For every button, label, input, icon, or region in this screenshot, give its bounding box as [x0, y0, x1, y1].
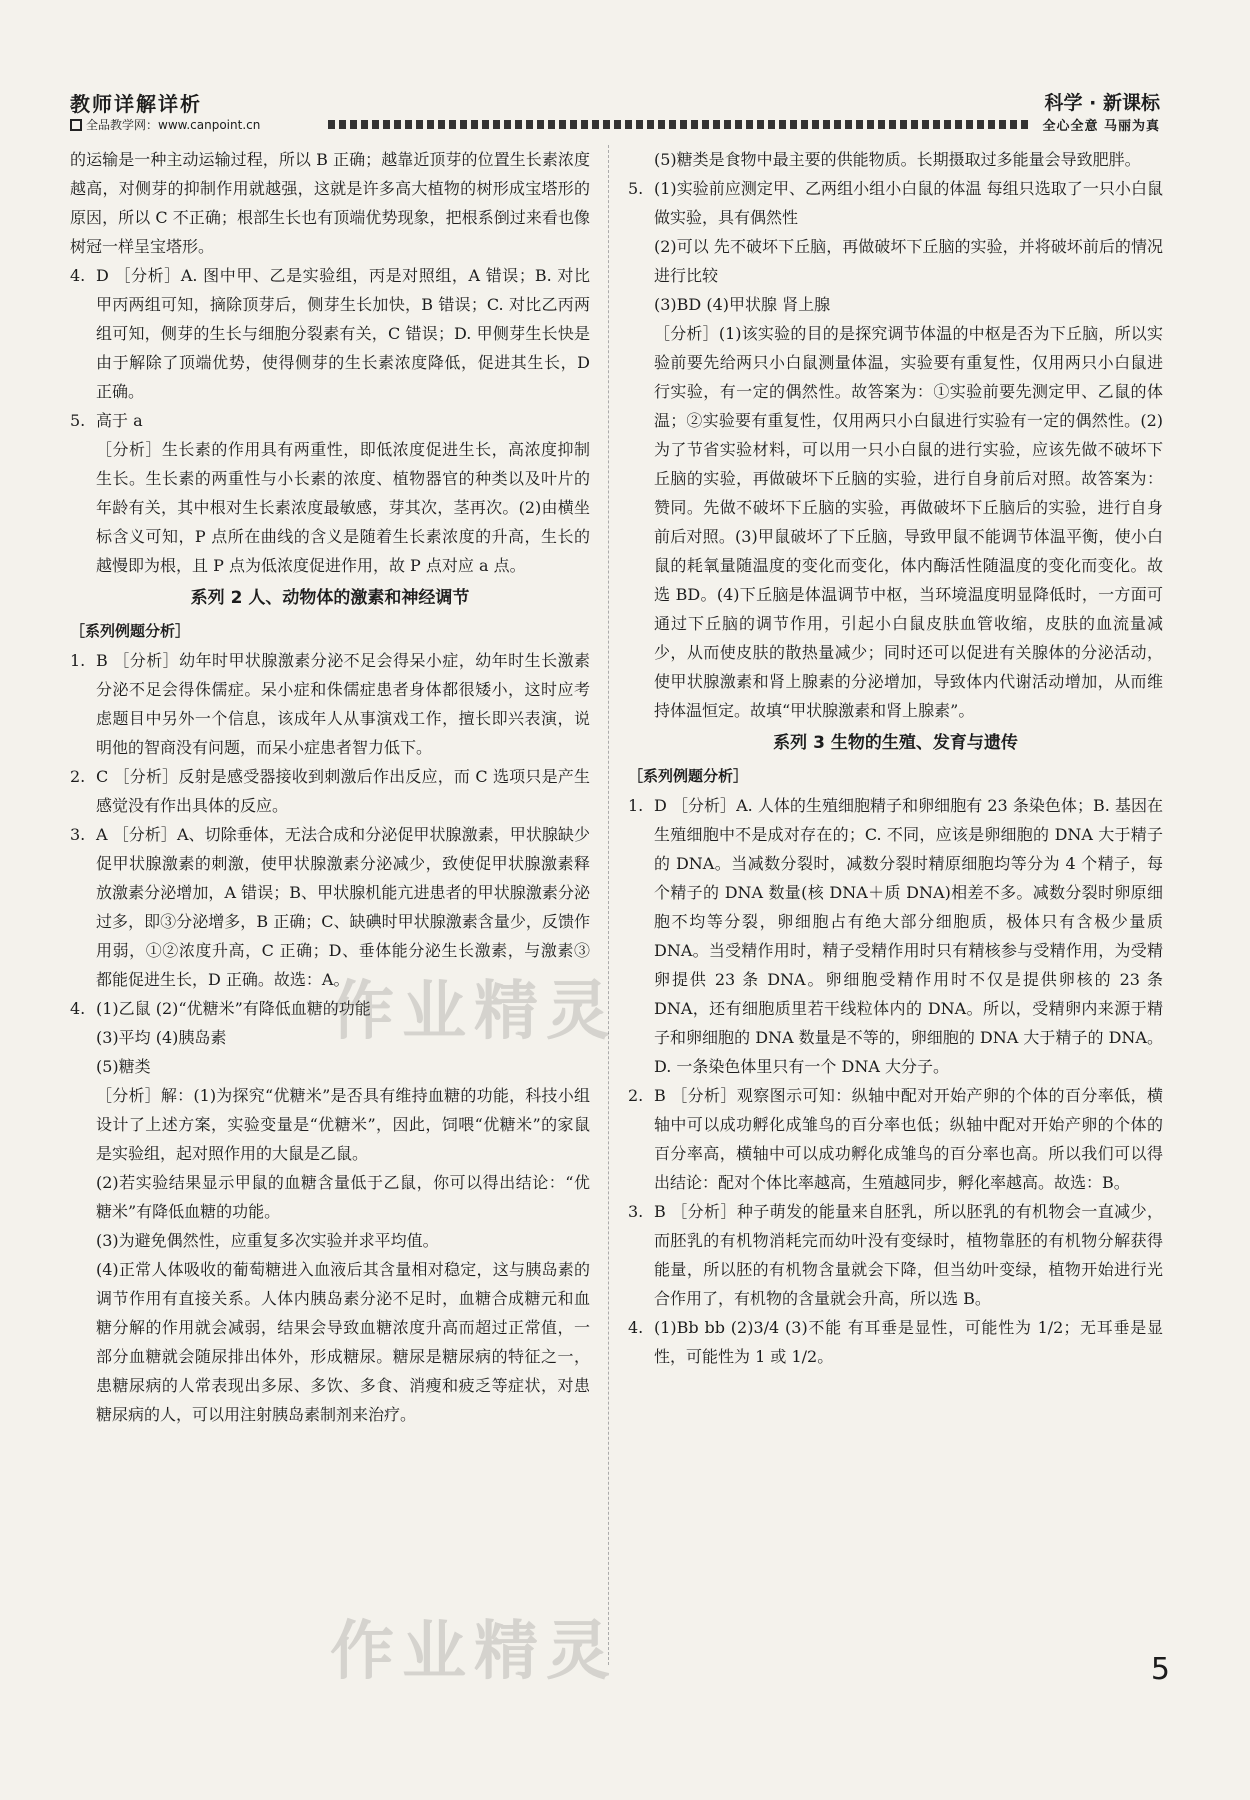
watermark-text: 作业精灵	[330, 1615, 618, 1689]
answer-paragraph: (3)BD (4)甲状腺 肾上腺	[654, 295, 831, 314]
header-slogan: 全心全意 马丽为真	[1042, 119, 1160, 134]
section-tag: ［系列例题分析］	[70, 622, 191, 640]
section-tag: ［系列例题分析］	[628, 767, 749, 785]
item-number: 5.	[628, 179, 644, 198]
item-text: B ［分析］观察图示可知：纵轴中配对开始产卵的个体的百分率低，横轴中可以成功孵化成雏鸟的百分率也低；纵轴中配对开始产卵的个体的百分率高，横轴中可以成功孵化成雏鸟的百分率也高。所以我们可以得出结论：配对个体比率越高，生殖越同步，孵化率越高。故选：B。	[654, 1086, 1163, 1192]
item-text: (1)乙鼠 (2)“优糖米”有降低血糖的功能	[96, 999, 371, 1018]
item-number: 2.	[70, 767, 86, 786]
answer-item	[70, 762, 590, 820]
page-header	[70, 88, 1160, 138]
item-number: 2.	[628, 1086, 644, 1105]
answer-item	[70, 994, 590, 1023]
answer-item	[70, 820, 590, 994]
answer-item	[70, 646, 590, 762]
answer-item	[628, 1197, 1163, 1313]
answer-paragraph: ［分析］生长素的作用具有两重性，即低浓度促进生长，高浓度抑制生长。生长素的两重性与小长素的浓度、植物器官的种类以及叶片的年龄有关，其中根对生长素浓度最敏感，芽其次，茎再次。(2)由横坐标含义可知，P 点所在曲线的含义是随着生长素浓度的升高，生长的越慢即为根，且 P 点为低浓度促进作用，故 P 点对应 a 点。	[96, 440, 590, 575]
canpoint-logo-icon	[70, 119, 82, 131]
header-divider	[328, 120, 1028, 129]
answer-item	[628, 1081, 1163, 1197]
header-subject: 科学 · 新课标	[1044, 92, 1160, 114]
answer-paragraph: ［分析］解：(1)为探究“优糖米”是否具有维持血糖的功能，科技小组设计了上述方案，实验变量是“优糖米”，因此，饲喂“优糖米”的家鼠是实验组，起对照作用的大鼠是乙鼠。	[96, 1086, 590, 1163]
answer-item	[628, 174, 1163, 232]
answer-item	[628, 1313, 1163, 1371]
answer-paragraph: ［分析］(1)该实验的目的是探究调节体温的中枢是否为下丘脑，所以实验前要先给两只小白鼠测量体温，实验要有重复性，仅用两只小白鼠进行实验，有一定的偶然性。故答案为：①实验前要先测定甲、乙鼠的体温；②实验要有重复性，仅用两只小白鼠进行实验有一定的偶然性。(2)为了节省实验材料，可以用一只小白鼠的进行实验，应该先做不破坏下丘脑的实验，再做破坏下丘脑的实验，进行自身前后对照。故答案为：赞同。先做不破坏下丘脑的实验，再做破坏下丘脑后的实验，进行自身前后对照。(3)甲鼠破坏了下丘脑，导致甲鼠不能调节体温平衡，使小白鼠的耗氧量随温度的变化而变化，体内酶活性随温度的变化而变化。故选 BD。(4)下丘脑是体温调节中枢，当环境温度明显降低时，一方面可通过下丘脑的调节作用，引起小白鼠皮肤血管收缩，皮肤的血流量减少，从而使皮肤的散热量减少；同时还可以促进有关腺体的分泌活动，使甲状腺激素和肾上腺素的分泌增加，导致体内代谢活动增加，从而维持体温恒定。故填“甲状腺激素和肾上腺素”。	[654, 324, 1163, 720]
left-column	[70, 145, 590, 1429]
answer-paragraph: (5)糖类	[96, 1057, 151, 1076]
item-text: B ［分析］种子萌发的能量来自胚乳，所以胚乳的有机物会一直减少，而胚乳的有机物消耗完而幼叶没有变绿时，植物靠胚的有机物分解获得能量，所以胚的有机物含量就会下降，但当幼叶变绿，植物开始进行光合作用了，有机物的含量就会升高，所以选 B。	[654, 1202, 1163, 1308]
item-number: 3.	[70, 825, 86, 844]
item-number: 1.	[628, 796, 644, 815]
header-site	[70, 116, 260, 133]
series-heading: 系列 2 人、动物体的激素和神经调节	[190, 588, 470, 608]
watermark-text: 作业精灵	[330, 975, 618, 1049]
answer-paragraph: (5)糖类是食物中最主要的供能物质。长期摄取过多能量会导致肥胖。	[654, 150, 1141, 169]
item-text: D ［分析］A. 人体的生殖细胞精子和卵细胞有 23 条染色体；B. 基因在生殖细胞中不是成对存在的；C. 不同，应该是卵细胞的 DNA 大于精子的 DNA。当减数分裂时，减数分裂时精原细胞均等分为 4 个精子，每个精子的 DNA 数量(核 DNA＋质 DNA)相差不多。减数分裂时卵原细胞不均等分裂，卵细胞占有绝大部分细胞质，极体只有含极少量质 DNA。当受精作用时，精子受精作用时只有精核参与受精作用，为受精卵提供 23 条 DNA。卵细胞受精作用时不仅是提供卵核的 23 条 DNA，还有细胞质里若干线粒体内的 DNA。所以，受精卵内来源于精子和卵细胞的 DNA 数量是不等的，卵细胞的 DNA 大于精子的 DNA。D. 一条染色体里只有一个 DNA 大分子。	[654, 796, 1163, 1076]
item-text: 高于 a	[96, 411, 143, 430]
answer-paragraph: (2)可以 先不破坏下丘脑，再做破坏下丘脑的实验，并将破坏前后的情况进行比较	[654, 237, 1163, 285]
item-number: 4.	[628, 1318, 644, 1337]
item-text: B ［分析］幼年时甲状腺激素分泌不足会得呆小症，幼年时生长激素分泌不足会得侏儒症。呆小症和侏儒症患者身体都很矮小，这时应考虑题目中另外一个信息，该成年人从事演戏工作，擅长即兴表演，说明他的智商没有问题，而呆小症患者智力低下。	[96, 651, 590, 757]
answer-paragraph: (4)正常人体吸收的葡萄糖进入血液后其含量相对稳定，这与胰岛素的调节作用有直接关系。人体内胰岛素分泌不足时，血糖合成糖元和血糖分解的作用就会减弱，结果会导致血糖浓度升高而超过正常值，一部分血糖就会随尿排出体外，形成糖尿。糖尿是糖尿病的特征之一，患糖尿病的人常表现出多尿、多饮、多食、消瘦和疲乏等症状，对患糖尿病的人，可以用注射胰岛素制剂来治疗。	[96, 1260, 590, 1424]
answer-item	[70, 261, 590, 406]
item-text: C ［分析］反射是感受器接收到刺激后作出反应，而 C 选项只是产生感觉没有作出具体的反应。	[96, 767, 590, 815]
right-column	[628, 145, 1163, 1371]
item-number: 1.	[70, 651, 86, 670]
item-number: 3.	[628, 1202, 644, 1221]
item-text: D ［分析］A. 图中甲、乙是实验组，丙是对照组，A 错误；B. 对比甲丙两组可知，摘除顶芽后，侧芽生长加快，B 错误；C. 对比乙丙两组可知，侧芽的生长与细胞分裂素有关，C 错误；D. 甲侧芽生长快是由于解除了顶端优势，使得侧芽的生长素浓度降低，促进其生长，D 正确。	[96, 266, 590, 401]
paragraph: 的运输是一种主动运输过程，所以 B 正确；越靠近顶芽的位置生长素浓度越高，对侧芽的抑制作用就越强，这就是许多高大植物的树形成宝塔形的原因，所以 C 不正确；根部生长也有顶端优势现象，把根系倒过来看也像树冠一样呈宝塔形。	[70, 150, 590, 256]
page-number: 5	[1150, 1652, 1170, 1687]
item-text: (1)Bb bb (2)3/4 (3)不能 有耳垂是显性，可能性为 1/2；无耳垂是显性，可能性为 1 或 1/2。	[654, 1318, 1163, 1366]
item-number: 5.	[70, 411, 86, 430]
item-number: 4.	[70, 999, 86, 1018]
header-title: 教师详解详析	[70, 92, 202, 116]
answer-paragraph: (2)若实验结果显示甲鼠的血糖含量低于乙鼠，你可以得出结论：“优糖米”有降低血糖的功能。	[96, 1173, 590, 1221]
header-site-text: 全品教学网：www.canpoint.cn	[86, 118, 261, 132]
item-number: 4.	[70, 266, 86, 285]
column-divider	[608, 145, 609, 1665]
item-text: (1)实验前应测定甲、乙两组小组小白鼠的体温 每组只选取了一只小白鼠做实验，具有偶然性	[654, 179, 1163, 227]
answer-paragraph: (3)平均 (4)胰岛素	[96, 1028, 227, 1047]
answer-item	[70, 406, 590, 435]
series-heading: 系列 3 生物的生殖、发育与遗传	[773, 733, 1018, 753]
answer-paragraph: (3)为避免偶然性，应重复多次实验并求平均值。	[96, 1231, 439, 1250]
answer-item	[628, 791, 1163, 1081]
item-text: A ［分析］A、切除垂体，无法合成和分泌促甲状腺激素，甲状腺缺少促甲状腺激素的刺激，使甲状腺激素分泌减少，致使促甲状腺激素释放激素分泌增加，A 错误；B、甲状腺机能亢进患者的甲状腺激素分泌过多，即③分泌增多，B 正确；C、缺碘时甲状腺激素含量少，反馈作用弱，①②浓度升高，C 正确；D、垂体能分泌生长激素，与激素③都能促进生长，D 正确。故选：A。	[96, 825, 590, 989]
